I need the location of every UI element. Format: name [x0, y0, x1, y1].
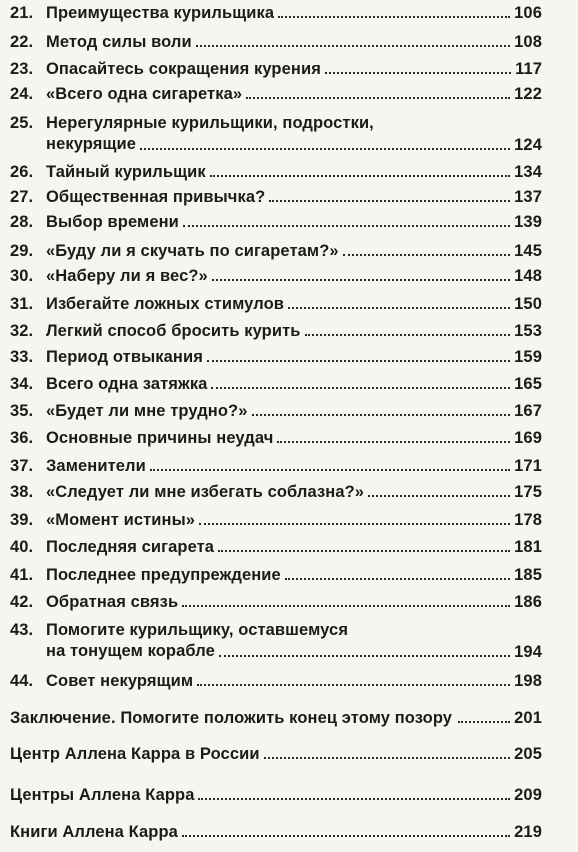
toc-entry-page: 219 [514, 823, 542, 841]
toc-entry-title: Избегайте ложных стимулов [46, 295, 285, 313]
dot-leader [140, 148, 510, 150]
toc-entry-page: 159 [514, 348, 542, 366]
toc-back-matter-entry [10, 708, 542, 728]
toc-entry-title-line: Помогите курильщику, оставшемуся [46, 621, 349, 639]
dot-leader [212, 279, 510, 281]
dot-leader [269, 200, 510, 202]
toc-entry [10, 321, 542, 341]
toc-entry-page: 201 [514, 709, 542, 727]
toc-entry-number: 27. [10, 188, 34, 206]
toc-entry-title-line: Нерегулярные курильщики, подростки, [46, 114, 374, 132]
dot-leader [219, 655, 510, 657]
dot-leader [277, 441, 510, 443]
toc-entry-number: 43. [10, 621, 34, 639]
toc-entry-title: Заключение. Помогите положить конец этому позору [10, 709, 453, 727]
toc-entry-page: 106 [514, 4, 542, 22]
dot-leader [211, 387, 510, 389]
toc-back-matter-entry [10, 744, 542, 764]
toc-entry-title: на тонущем корабле [46, 642, 215, 660]
toc-entry-page: 205 [514, 745, 542, 763]
toc-entry-number: 38. [10, 483, 34, 501]
toc-entry-title: Последняя сигарета [46, 538, 215, 556]
toc-entry-page: 194 [514, 643, 542, 661]
toc-entry-title: Обратная связь [46, 593, 179, 611]
toc-entry-title: Совет некурящим [46, 672, 194, 690]
toc-entry-page: 198 [514, 672, 542, 690]
toc-entry-page: 108 [514, 33, 542, 51]
toc-entry-title: Период отвыкания [46, 348, 203, 366]
toc-entry-page: 175 [514, 483, 542, 501]
toc-entry-page: 178 [514, 511, 542, 529]
toc-entry-title: «Следует ли мне избегать соблазна?» [46, 483, 365, 501]
toc-entry-title: Легкий способ бросить курить [46, 322, 301, 340]
toc-entry-page: 137 [514, 188, 542, 206]
toc-entry-title: Метод силы воли [46, 33, 192, 51]
dot-leader [285, 578, 510, 580]
toc-entry-title: Основные причины неудач [46, 429, 274, 447]
dot-leader [288, 307, 510, 309]
toc-entry-number: 28. [10, 213, 34, 231]
toc-entry [10, 620, 542, 662]
dot-leader [198, 798, 510, 800]
toc-entry-page: 122 [514, 85, 542, 103]
toc-entry-number: 25. [10, 114, 34, 132]
toc-entry [10, 59, 542, 79]
toc-entry-number: 24. [10, 85, 34, 103]
toc-entry-page: 139 [514, 213, 542, 231]
toc-back-matter-entry [10, 822, 542, 842]
toc-entry-page: 145 [514, 242, 542, 260]
toc-entry-title: «Всего одна сигаретка» [46, 85, 243, 103]
toc-entry [10, 32, 542, 52]
toc-entry-page: 169 [514, 429, 542, 447]
toc-entry-page: 148 [514, 267, 542, 285]
toc-entry-number: 40. [10, 538, 34, 556]
dot-leader [199, 523, 510, 525]
toc-entry-number: 31. [10, 295, 34, 313]
toc-back-matter-entry [10, 785, 542, 805]
toc-entry-page: 134 [514, 163, 542, 181]
toc-entry [10, 482, 542, 502]
toc-entry-page: 117 [515, 60, 542, 78]
toc-entry-number: 42. [10, 593, 34, 611]
toc-entry [10, 84, 542, 104]
toc-entry-page: 165 [514, 375, 542, 393]
toc-entry [10, 401, 542, 421]
toc-entry [10, 347, 542, 367]
toc-entry-title: Заменители [46, 457, 146, 475]
dot-leader [182, 605, 510, 607]
toc-entry [10, 671, 542, 691]
dot-leader [325, 72, 511, 74]
toc-entry-number: 26. [10, 163, 34, 181]
toc-entry-number: 30. [10, 267, 34, 285]
dot-leader [207, 360, 510, 362]
toc-entry [10, 428, 542, 448]
toc-entry-number: 21. [10, 4, 34, 22]
toc-entry-number: 37. [10, 457, 34, 475]
dot-leader [252, 414, 511, 416]
toc-entry-page: 171 [514, 457, 542, 475]
toc-entry [10, 162, 542, 182]
dot-leader [246, 97, 510, 99]
toc-entry-title: «Буду ли я скучать по сигаретам?» [46, 242, 339, 260]
toc-entry-page: 150 [514, 295, 542, 313]
toc-entry-title: Преимущества курильщика [46, 4, 275, 22]
toc-entry-number: 36. [10, 429, 34, 447]
toc-entry-number: 39. [10, 511, 34, 529]
dot-leader [305, 334, 511, 336]
toc-entry-number: 34. [10, 375, 34, 393]
toc-entry [10, 187, 542, 207]
toc-entry [10, 565, 542, 585]
toc-entry-number: 32. [10, 322, 34, 340]
dot-leader [264, 757, 511, 759]
dot-leader [182, 835, 510, 837]
toc-entry-number: 41. [10, 566, 34, 584]
toc-entry-title: Книги Аллена Карра [10, 823, 178, 841]
toc-entry-number: 35. [10, 402, 34, 420]
toc-entry-title: Всего одна затяжка [46, 375, 208, 393]
toc-entry-title: «Момент истины» [46, 511, 196, 529]
toc-entry [10, 212, 542, 232]
toc-entry [10, 241, 542, 261]
toc-entry-number: 33. [10, 348, 34, 366]
toc-entry [10, 510, 542, 530]
dot-leader [278, 16, 510, 18]
toc-entry [10, 3, 542, 23]
toc-entry-title: Выбор времени [46, 213, 179, 231]
toc-entry-title: некурящие [46, 135, 136, 153]
toc-entry [10, 113, 542, 155]
toc-entry-number: 44. [10, 672, 34, 690]
toc-entry [10, 374, 542, 394]
toc-entry-number: 22. [10, 33, 34, 51]
dot-leader [150, 469, 510, 471]
dot-leader [210, 175, 510, 177]
toc-entry-number: 23. [10, 60, 34, 78]
dot-leader [218, 550, 510, 552]
dot-leader [183, 225, 510, 227]
toc-entry-page: 153 [514, 322, 542, 340]
toc-entry-title: Центры Аллена Карра [10, 786, 195, 804]
toc-entry-title: Опасайтесь сокращения курения [46, 60, 321, 78]
toc-entry [10, 294, 542, 314]
toc-entry-page: 181 [514, 538, 542, 556]
toc-entry-page: 167 [514, 402, 542, 420]
toc-entry-title: «Будет ли мне трудно?» [46, 402, 248, 420]
dot-leader [196, 45, 510, 47]
toc-entry [10, 537, 542, 557]
toc-entry-title: Тайный курильщик [46, 163, 206, 181]
dot-leader [368, 495, 510, 497]
toc-entry-number: 29. [10, 242, 34, 260]
toc-entry-page: 209 [514, 786, 542, 804]
toc-entry-title: Центр Аллена Карра в России [10, 745, 260, 763]
toc-entry-page: 186 [514, 593, 542, 611]
toc-entry-title: Общественная привычка? [46, 188, 266, 206]
toc-entry [10, 592, 542, 612]
toc-entry-title: Последнее предупреждение [46, 566, 281, 584]
toc-entry [10, 266, 542, 286]
dot-leader [197, 684, 510, 686]
toc-entry [10, 456, 542, 476]
dot-leader [458, 721, 510, 723]
toc-entry-page: 185 [514, 566, 542, 584]
toc-entry-page: 124 [514, 136, 542, 154]
dot-leader [343, 254, 510, 256]
toc-entry-title: «Наберу ли я вес?» [46, 267, 208, 285]
